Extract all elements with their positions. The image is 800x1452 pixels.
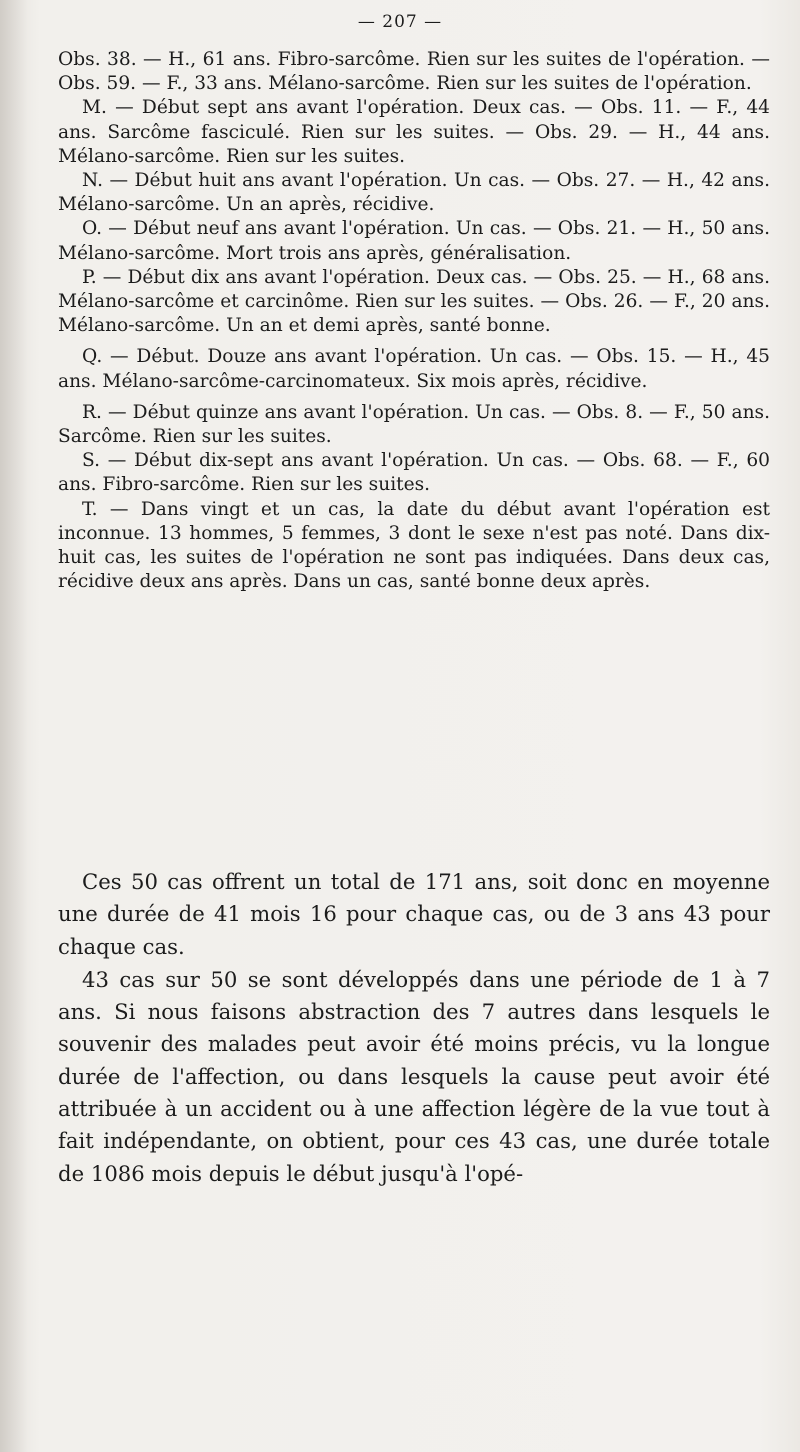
summary-paragraph: Ces 50 cas offrent un total de 171 ans, soit donc en moyenne une durée de 41 mois 16 pour chaque cas, ou de 3 ans 43 pour chaque cas. <box>58 869 770 959</box>
case-entry: T. — Dans vingt et un cas, la date du début avant l'opération est inconnue. 13 hommes, 5 femmes, 3 dont le sexe n'est pas noté. Dans dix-huit cas, les suites de l'opération ne sont pas indiquées. Dans deux cas, récidive deux ans après. Dans un cas, santé bonne deux après. <box>58 498 770 593</box>
case-entry: M. — Début sept ans avant l'opération. Deux cas. — Obs. 11. — F., 44 ans. Sarcôme fasciculé. Rien sur les suites. — Obs. 29. — H., 44 ans. Mélano-sarcôme. Rien sur les suites. <box>58 97 770 167</box>
case-entry: Obs. 38. — H., 61 ans. Fibro-sarcôme. Rien sur les suites de l'opération. — Obs. 59. — F., 33 ans. Mélano-sarcôme. Rien sur les suites de l'opération. <box>58 49 770 95</box>
case-entry: N. — Début huit ans avant l'opération. Un cas. — Obs. 27. — H., 42 ans. Mélano-sarcôme. Un an après, récidive. <box>58 170 770 216</box>
page-number: — 207 — <box>357 12 443 32</box>
case-list <box>58 48 770 594</box>
binding-shadow <box>0 0 28 1452</box>
case-entry: O. — Début neuf ans avant l'opération. Un cas. — Obs. 21. — H., 50 ans. Mélano-sarcôme. Mort trois ans après, généralisation. <box>58 218 770 264</box>
case-entry: P. — Début dix ans avant l'opération. Deux cas. — Obs. 25. — H., 68 ans. Mélano-sarcôme et carcinôme. Rien sur les suites. — Obs. 26. — F., 20 ans. Mélano-sarcôme. Un an et demi après, santé bonne. <box>58 266 770 337</box>
case-entry: Q. — Début. Douze ans avant l'opération. Un cas. — Obs. 15. — H., 45 ans. Mélano-sarcôme-carcinomateux. Six mois après, récidive. <box>58 346 770 392</box>
summary-section <box>58 866 770 1190</box>
summary-paragraph: 43 cas sur 50 se sont développés dans une période de 1 à 7 ans. Si nous faisons abstraction des 7 autres dans lesquels le souvenir des malades peut avoir été moins précis, vu la longue durée de l'affection, ou dans lesquels la cause peut avoir été attribuée à un accident ou à une affection légère de la vue tout à fait indépendante, on obtient, pour ces 43 cas, une durée totale de 1086 mois depuis le début jusqu'à l'opé- <box>58 966 770 1186</box>
case-entry: R. — Début quinze ans avant l'opération. Un cas. — Obs. 8. — F., 50 ans. Sarcôme. Rien sur les suites. <box>58 401 770 448</box>
case-entry: S. — Début dix-sept ans avant l'opération. Un cas. — Obs. 68. — F., 60 ans. Fibro-sarcôme. Rien sur les suites. <box>58 450 770 496</box>
